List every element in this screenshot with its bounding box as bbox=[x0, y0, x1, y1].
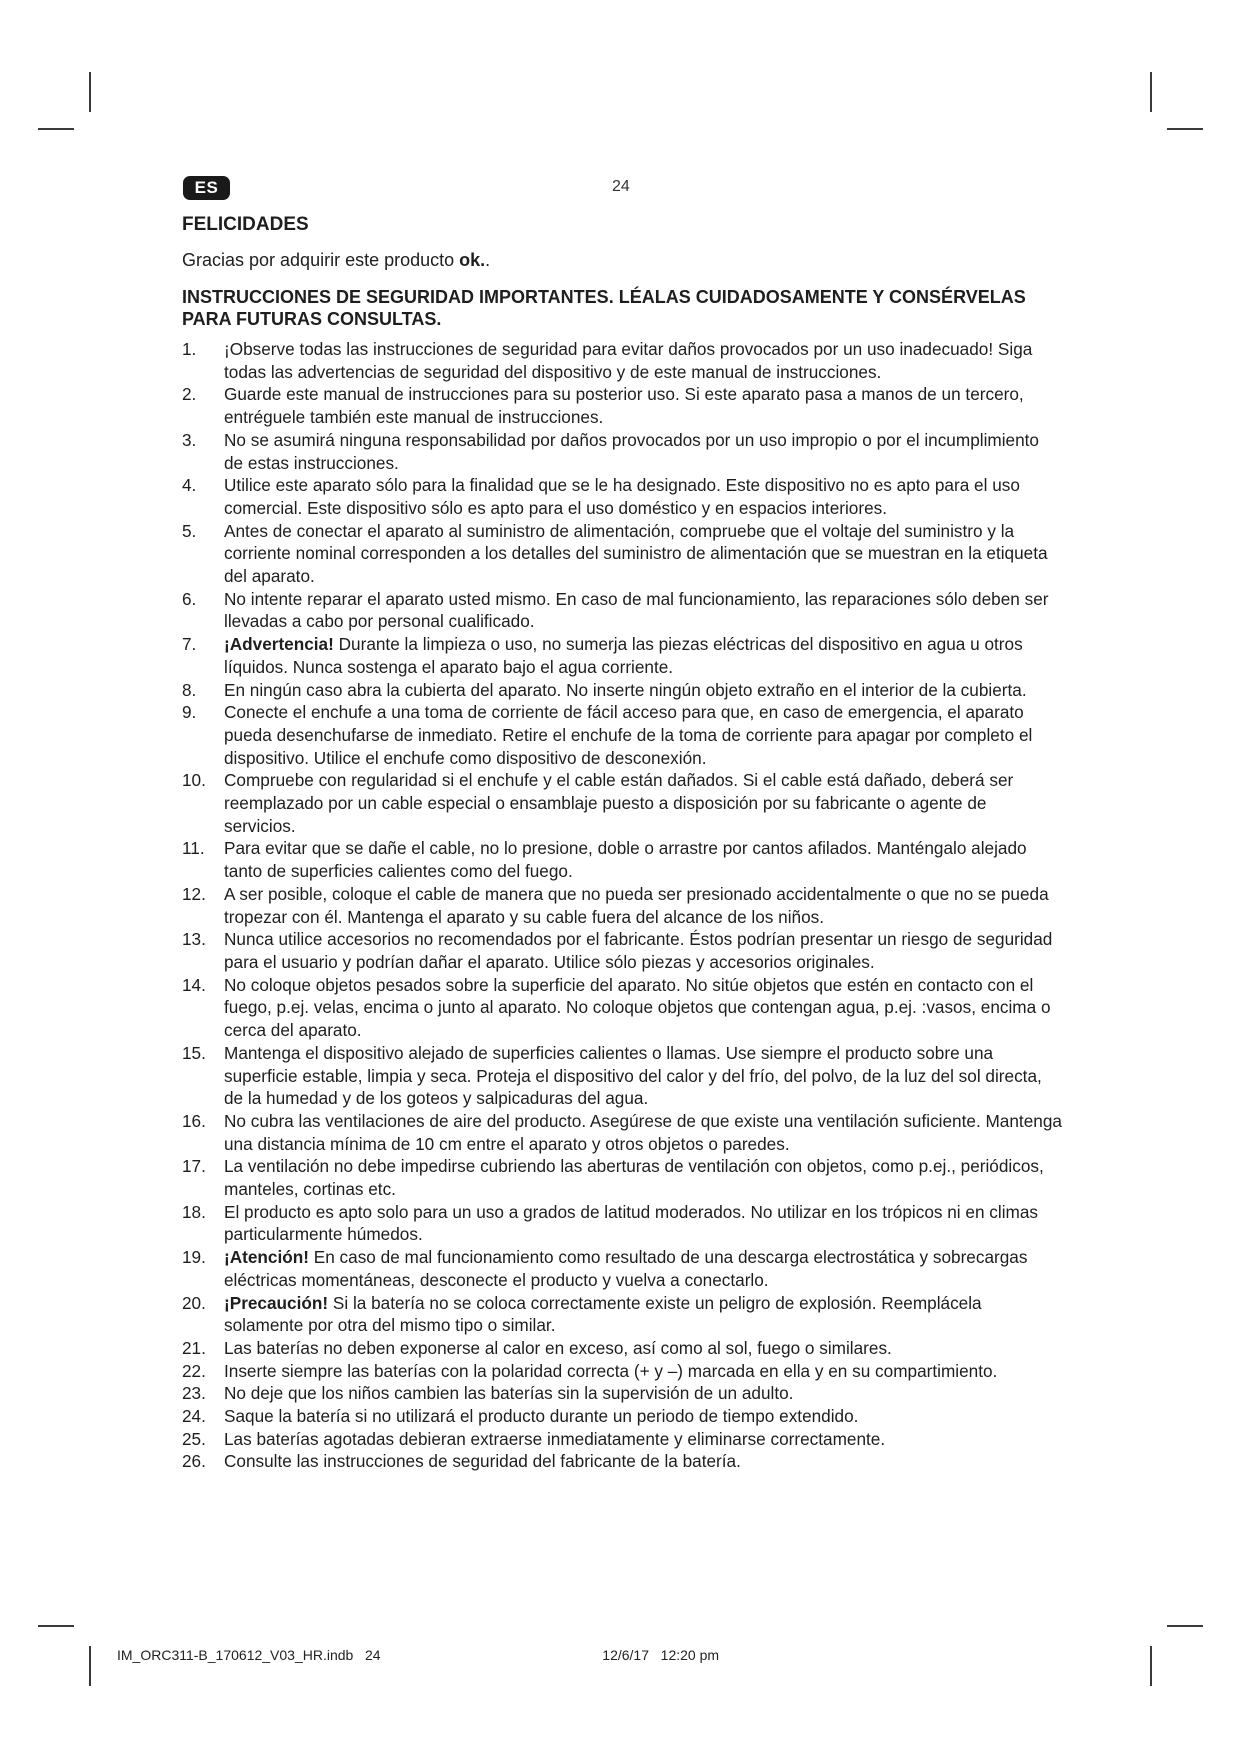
safety-item-text: No deje que los niños cambien las baterías sin la supervisión de un adulto. bbox=[224, 1383, 794, 1404]
safety-item-text: No cubra las ventilaciones de aire del producto. Asegúrese de que existe una ventilación suficiente. Mantenga una distancia mínima de 10 cm entre el aparato y otros objetos o paredes. bbox=[224, 1110, 1062, 1154]
safety-item-number: 10. bbox=[182, 770, 206, 791]
safety-item-number: 1. bbox=[182, 339, 197, 359]
safety-item-number: 22. bbox=[182, 1360, 206, 1381]
thanks-suffix: . bbox=[485, 250, 491, 270]
safety-item-text: A ser posible, coloque el cable de manera que no pueda ser presionado accidentalmente o que no se pueda tropezar con él. Mantenga el aparato y su cable fuera del alcance de los niños. bbox=[224, 883, 1049, 927]
safety-item-number: 15. bbox=[182, 1042, 206, 1063]
safety-item-number: 11. bbox=[182, 838, 205, 859]
safety-item bbox=[182, 338, 1062, 383]
page-title: FELICIDADES bbox=[182, 214, 309, 235]
safety-item-number: 7. bbox=[182, 634, 197, 655]
safety-item-number: 9. bbox=[182, 702, 197, 723]
safety-item-number: 23. bbox=[182, 1383, 206, 1404]
safety-item bbox=[182, 928, 1062, 973]
safety-item-text: En caso de mal funcionamiento como resultado de una descarga electrostática y sobrecargas eléctricas momentáneas, desconecte el producto y vuelva a conectarlo. bbox=[224, 1247, 1028, 1290]
safety-item-text: La ventilación no debe impedirse cubriendo las aberturas de ventilación con objetos, como p.ej., periódicos, manteles, cortinas etc. bbox=[224, 1156, 1044, 1200]
safety-item-number: 3. bbox=[182, 429, 197, 450]
safety-item-number: 13. bbox=[182, 929, 206, 950]
safety-item-text: No intente reparar el aparato usted mismo. En caso de mal funcionamiento, las reparaciones sólo deben ser llevadas a cabo por personal cualificado. bbox=[224, 588, 1049, 632]
safety-item bbox=[182, 1405, 1062, 1428]
safety-item-text: El producto es apto solo para un uso a grados de latitud moderados. No utilizar en los trópicos ni en climas particularmente húmedos. bbox=[224, 1201, 1038, 1245]
safety-item bbox=[182, 837, 1062, 882]
crop-mark-top-left-vertical bbox=[89, 72, 91, 112]
safety-item-text: Consulte las instrucciones de seguridad del fabricante de la batería. bbox=[224, 1451, 741, 1472]
brand-name: ok. bbox=[459, 250, 486, 270]
safety-item bbox=[182, 588, 1062, 633]
safety-item-number: 19. bbox=[182, 1247, 206, 1268]
page-number: 24 bbox=[612, 178, 630, 195]
safety-item-text: No se asumirá ninguna responsabilidad por daños provocados por un uso impropio o por el incumplimiento de estas instrucciones. bbox=[224, 429, 1039, 473]
safety-item-number: 2. bbox=[182, 384, 197, 405]
safety-item bbox=[182, 633, 1062, 678]
safety-item bbox=[182, 1110, 1062, 1155]
safety-item-number: 26. bbox=[182, 1451, 206, 1472]
safety-item-text: Antes de conectar el aparato al suministro de alimentación, compruebe que el voltaje del suministro y la corriente nominal corresponden a los detalles del suministro de alimentación que se muestran en la etiqueta del aparato. bbox=[224, 520, 1048, 587]
safety-item bbox=[182, 383, 1062, 428]
crop-mark-bottom-left-vertical bbox=[89, 1646, 91, 1686]
safety-item-number: 14. bbox=[182, 974, 206, 995]
safety-item bbox=[182, 769, 1062, 837]
safety-item-text: Mantenga el dispositivo alejado de superficies calientes o llamas. Use siempre el producto sobre una superficie estable, limpia y seca. Proteja el dispositivo del calor y del frío, del polvo, de la luz del sol directa, de la humedad y de los goteos y salpicaduras del agua. bbox=[224, 1042, 1042, 1109]
safety-item bbox=[182, 1450, 1062, 1473]
safety-item-number: 24. bbox=[182, 1406, 206, 1427]
safety-instructions-list bbox=[182, 338, 1062, 1473]
safety-item bbox=[182, 1360, 1062, 1383]
safety-item bbox=[182, 429, 1062, 474]
document-body bbox=[182, 212, 1062, 1473]
safety-item-number: 4. bbox=[182, 475, 197, 496]
safety-item-warning-label: ¡Atención! bbox=[224, 1247, 309, 1268]
safety-item bbox=[182, 1201, 1062, 1246]
safety-item-text: Compruebe con regularidad si el enchufe y el cable están dañados. Si el cable está dañado, deberá ser reemplazado por un cable especial o ensamblaje puesto a disposición por su fabricante o agente de servicios. bbox=[224, 770, 1014, 836]
crop-mark-top-left-horizontal bbox=[38, 128, 74, 130]
safety-item bbox=[182, 1382, 1062, 1405]
safety-heading: INSTRUCCIONES DE SEGURIDAD IMPORTANTES. LÉALAS CUIDADOSAMENTE Y CONSÉRVELAS PARA FUTURAS CONSULTAS. bbox=[182, 287, 1026, 329]
safety-item-text: No coloque objetos pesados sobre la superficie del aparato. No sitúe objetos que estén en contacto con el fuego, p.ej. velas, encima o junto al aparato. No coloque objetos que contengan agua, p.ej. :vasos, encima o cerca del aparato. bbox=[224, 974, 1051, 1041]
safety-item-text: Las baterías agotadas debieran extraerse inmediatamente y eliminarse correctamente. bbox=[224, 1428, 886, 1449]
safety-item bbox=[182, 679, 1062, 702]
safety-item-number: 25. bbox=[182, 1428, 206, 1449]
safety-item-text: Si la batería no se coloca correctamente existe un peligro de explosión. Reemplácela solamente por otra del mismo tipo o similar. bbox=[224, 1292, 982, 1336]
safety-item bbox=[182, 1292, 1062, 1337]
crop-mark-bottom-right-horizontal bbox=[1167, 1625, 1203, 1627]
safety-item-text: Nunca utilice accesorios no recomendados por el fabricante. Éstos podrían presentar un riesgo de seguridad para el usuario y podrían dañar el aparato. Utilice sólo piezas y accesorios originales. bbox=[224, 929, 1053, 972]
safety-item-number: 18. bbox=[182, 1201, 206, 1222]
safety-item-number: 5. bbox=[182, 520, 197, 541]
safety-item-number: 17. bbox=[182, 1156, 206, 1177]
safety-item bbox=[182, 1155, 1062, 1200]
crop-mark-bottom-left-horizontal bbox=[38, 1625, 74, 1627]
safety-item-number: 20. bbox=[182, 1292, 206, 1313]
crop-mark-top-right-horizontal bbox=[1167, 128, 1203, 130]
safety-item-number: 6. bbox=[182, 588, 197, 609]
crop-mark-bottom-right-vertical bbox=[1150, 1646, 1152, 1686]
safety-item-number: 16. bbox=[182, 1110, 206, 1131]
safety-item-number: 21. bbox=[182, 1337, 206, 1358]
safety-item-text: ¡Observe todas las instrucciones de seguridad para evitar daños provocados por un uso inadecuado! Siga todas las advertencias de seguridad del dispositivo y de este manual de instrucciones. bbox=[224, 339, 1033, 382]
safety-item-text: Durante la limpieza o uso, no sumerja las piezas eléctricas del dispositivo en agua u otros líquidos. Nunca sostenga el aparato bajo el agua corriente. bbox=[224, 634, 1023, 677]
crop-mark-top-right-vertical bbox=[1150, 72, 1152, 112]
safety-item-number: 8. bbox=[182, 679, 197, 700]
safety-item-text: Saque la batería si no utilizará el producto durante un periodo de tiempo extendido. bbox=[224, 1406, 859, 1427]
safety-item-text: Para evitar que se dañe el cable, no lo presione, doble o arrastre por cantos afilados. Manténgalo alejado tanto de superficies calientes como del fuego. bbox=[224, 838, 1027, 882]
safety-item bbox=[182, 474, 1062, 519]
print-footer: IM_ORC311-B_170612_V03_HR.indb 24 12/6/17 12:20 pm bbox=[117, 1647, 720, 1663]
safety-item bbox=[182, 520, 1062, 588]
safety-item-warning-label: ¡Precaución! bbox=[224, 1292, 329, 1313]
safety-item-text: Utilice este aparato sólo para la finalidad que se le ha designado. Este dispositivo no es apto para el uso comercial. Este dispositivo sólo es apto para el uso doméstico y en espacios interiores. bbox=[224, 475, 1020, 518]
safety-item-number: 12. bbox=[182, 883, 206, 904]
safety-item-warning-label: ¡Advertencia! bbox=[224, 634, 334, 655]
safety-item-text: En ningún caso abra la cubierta del aparato. No inserte ningún objeto extraño en el interior de la cubierta. bbox=[224, 679, 1027, 700]
safety-item bbox=[182, 974, 1062, 1042]
safety-item bbox=[182, 1428, 1062, 1451]
safety-item bbox=[182, 1042, 1062, 1110]
safety-item-text: Guarde este manual de instrucciones para su posterior uso. Si este aparato pasa a manos de un tercero, entréguele también este manual de instrucciones. bbox=[224, 384, 1024, 428]
thanks-line bbox=[182, 248, 1062, 272]
safety-item bbox=[182, 883, 1062, 928]
safety-item-text: Las baterías no deben exponerse al calor en exceso, así como al sol, fuego o similares. bbox=[224, 1337, 892, 1358]
language-badge: ES bbox=[183, 176, 230, 200]
safety-item-text: Conecte el enchufe a una toma de corriente de fácil acceso para que, en caso de emergencia, el aparato pueda desenchufarse de inmediato. Retire el enchufe de la toma de corriente para apagar por completo el dispositivo. Utilice el enchufe como dispositivo de desconexión. bbox=[224, 702, 1033, 768]
safety-item bbox=[182, 1337, 1062, 1360]
thanks-prefix: Gracias por adquirir este producto bbox=[182, 250, 460, 270]
safety-item bbox=[182, 1246, 1062, 1291]
safety-item-text: Inserte siempre las baterías con la polaridad correcta (+ y –) marcada en ella y en su compartimiento. bbox=[224, 1360, 998, 1381]
safety-item bbox=[182, 701, 1062, 769]
